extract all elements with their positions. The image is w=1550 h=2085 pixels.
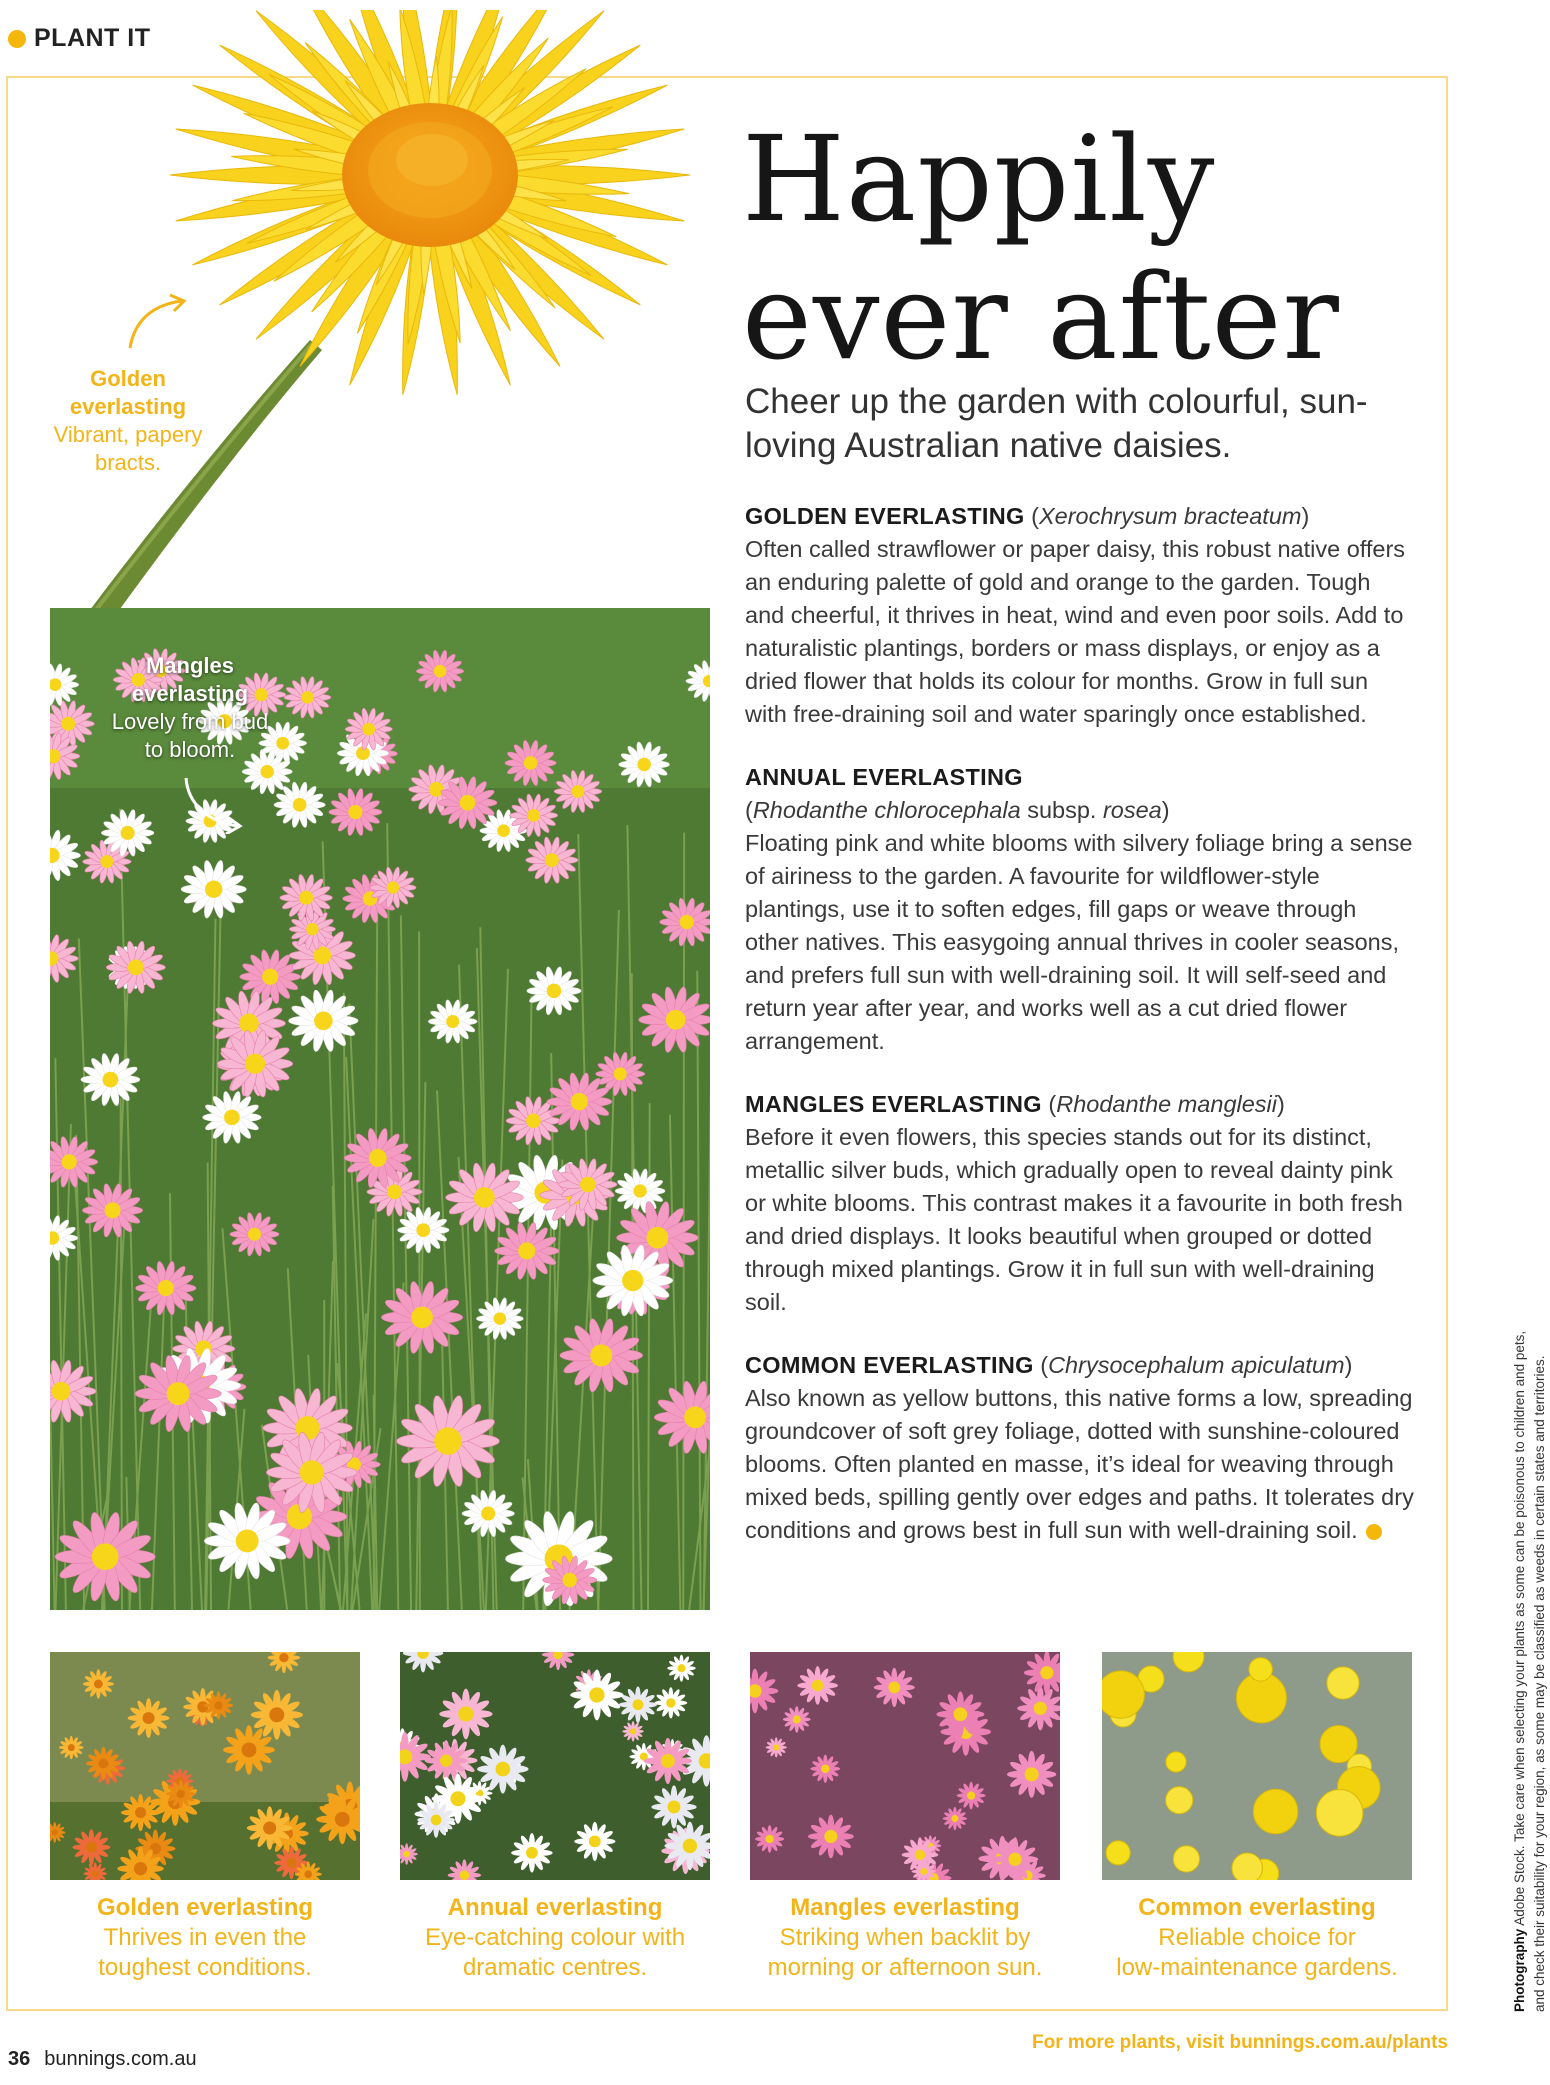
footer-promo-link[interactable]: For more plants, visit bunnings.com.au/plants — [1032, 2032, 1448, 2053]
species-body: Often called strawflower or paper daisy, this robust native offers an enduring palette of gold and orange to the garden. Tough and cheerful, it thrives in heat, wind and even poor soils. Add to naturalistic plantings, borders or mass displays, or enjoy as a dried flower that holds its colour for months. Grow in full sun with free-draining soil and water sparingly once established. — [745, 536, 1406, 727]
paren-close: ) — [1301, 503, 1310, 529]
scientific-name: Chrysocephalum apiculatum — [1048, 1352, 1345, 1378]
scientific-name: Rhodanthe manglesii — [1056, 1091, 1278, 1117]
thumb-caption-title: Annual everlasting — [447, 1894, 663, 1921]
scientific-name-subspecies: rosea — [1102, 797, 1162, 823]
page-number: 36 — [8, 2048, 31, 2070]
section-dot-icon — [8, 30, 26, 48]
thumb-caption-golden — [40, 1893, 370, 1983]
footer-page-info — [8, 2048, 197, 2071]
species-name: GOLDEN EVERLASTING — [745, 503, 1025, 529]
species-common — [745, 1349, 1415, 1547]
credit-line-2: and check their suitability for your region, as some may be classified as weeds in certain states and territories. — [1532, 1355, 1547, 2012]
thumb-caption-title: Golden everlasting — [96, 1894, 314, 1921]
golden-callout-title-1: Golden — [90, 366, 166, 391]
section-label: PLANT IT — [34, 24, 151, 52]
scientific-name: Rhodanthe chlorocephala — [752, 797, 1021, 823]
paren-open: ( — [1024, 503, 1039, 529]
golden-callout-title-2: everlasting — [69, 394, 187, 419]
thumb-caption-desc-2: low-maintenance gardens. — [1116, 1954, 1398, 1981]
golden-callout — [28, 365, 228, 477]
credit-label: Photography — [1512, 1928, 1527, 2012]
arrow-icon — [180, 774, 250, 834]
thumb-caption-annual — [390, 1893, 720, 1983]
species-body: Before it even flowers, this species stands out for its distinct, metallic silver buds, which gradually open to reveal dainty pink or white blooms. This contrast makes it a favourite in both fresh and dried displays. It looks beautiful when grouped or dotted through mixed plantings. Grow it in full sun with well-draining soil. — [745, 1124, 1403, 1315]
credit-line-1: Adobe Stock. Take care when selecting your plants as some can be poisonous to children and pets, — [1512, 1330, 1527, 1929]
paren-open: ( — [745, 797, 753, 823]
species-golden — [745, 500, 1415, 731]
paren-close: ) — [1277, 1091, 1285, 1117]
species-mangles — [745, 1088, 1415, 1319]
golden-callout-desc-1: Vibrant, papery — [53, 422, 203, 447]
thumb-annual-photo — [400, 1652, 710, 1880]
thumb-caption-desc-2: morning or afternoon sun. — [767, 1954, 1043, 1981]
thumb-caption-desc-2: dramatic centres. — [462, 1954, 648, 1981]
mangles-callout — [90, 652, 290, 764]
species-name: ANNUAL EVERLASTING — [745, 764, 1023, 790]
thumb-caption-desc-1: Reliable choice for — [1158, 1924, 1356, 1951]
mangles-callout-desc-2: to bloom. — [144, 737, 236, 762]
thumb-caption-desc-2: toughest conditions. — [98, 1954, 312, 1981]
end-dot-icon — [1366, 1524, 1382, 1540]
paren-close: ) — [1161, 797, 1170, 823]
paren-open: ( — [1033, 1352, 1049, 1378]
intro-text: Cheer up the garden with colourful, sun-loving Australian native daisies. — [745, 382, 1368, 465]
thumb-golden-photo — [50, 1652, 360, 1880]
page-title — [742, 110, 1442, 386]
golden-callout-desc-2: bracts. — [94, 450, 162, 475]
thumb-mangles-photo — [750, 1652, 1060, 1880]
paren-open: ( — [1041, 1091, 1057, 1117]
thumb-caption-desc-1: Thrives in even the — [103, 1924, 307, 1951]
article-body — [745, 500, 1415, 1577]
thumb-caption-title: Mangles everlasting — [790, 1894, 1020, 1921]
species-name: MANGLES EVERLASTING — [745, 1091, 1042, 1117]
thumb-caption-title: Common everlasting — [1138, 1894, 1376, 1921]
arrow-icon — [120, 293, 200, 353]
thumb-common-photo — [1102, 1652, 1412, 1880]
thumb-caption-desc-1: Eye-catching colour with — [424, 1924, 686, 1951]
footer-site: bunnings.com.au — [44, 2048, 197, 2070]
species-body: Floating pink and white blooms with silvery foliage bring a sense of airiness to the garden. A favourite for wildflower-style plantings, use it to soften edges, fill gaps or weave through other natives. This easygoing annual thrives in cooler seasons, and prefers full sun with well-draining soil. It will self-seed and return year after year, and works well as a cut dried flower arrangement. — [745, 830, 1413, 1054]
page-title-line-2: ever after — [742, 248, 1340, 386]
page-title-line-1: Happily — [742, 110, 1216, 248]
mangles-callout-title-2: everlasting — [131, 681, 249, 706]
paren-close: ) — [1344, 1352, 1353, 1378]
thumb-caption-common — [1092, 1893, 1422, 1983]
thumb-caption-desc-1: Striking when backlit by — [779, 1924, 1031, 1951]
subspecies-label: subsp. — [1020, 797, 1103, 823]
mangles-callout-title-1: Mangles — [145, 653, 235, 678]
species-annual — [745, 761, 1415, 1058]
thumb-caption-mangles — [740, 1893, 1070, 1983]
species-body: Also known as yellow buttons, this native forms a low, spreading groundcover of soft grey foliage, dotted with sunshine-coloured blooms. Often planted en masse, it’s ideal for weaving through mixed beds, spilling gently over edges and paths. It tolerates dry conditions and grows best in full sun with well-draining soil. — [745, 1385, 1414, 1543]
photo-credit — [1510, 1272, 1550, 2012]
mangles-callout-desc-1: Lovely from bud — [111, 709, 269, 734]
scientific-name: Xerochrysum bracteatum — [1038, 503, 1302, 529]
species-name: COMMON EVERLASTING — [745, 1352, 1034, 1378]
